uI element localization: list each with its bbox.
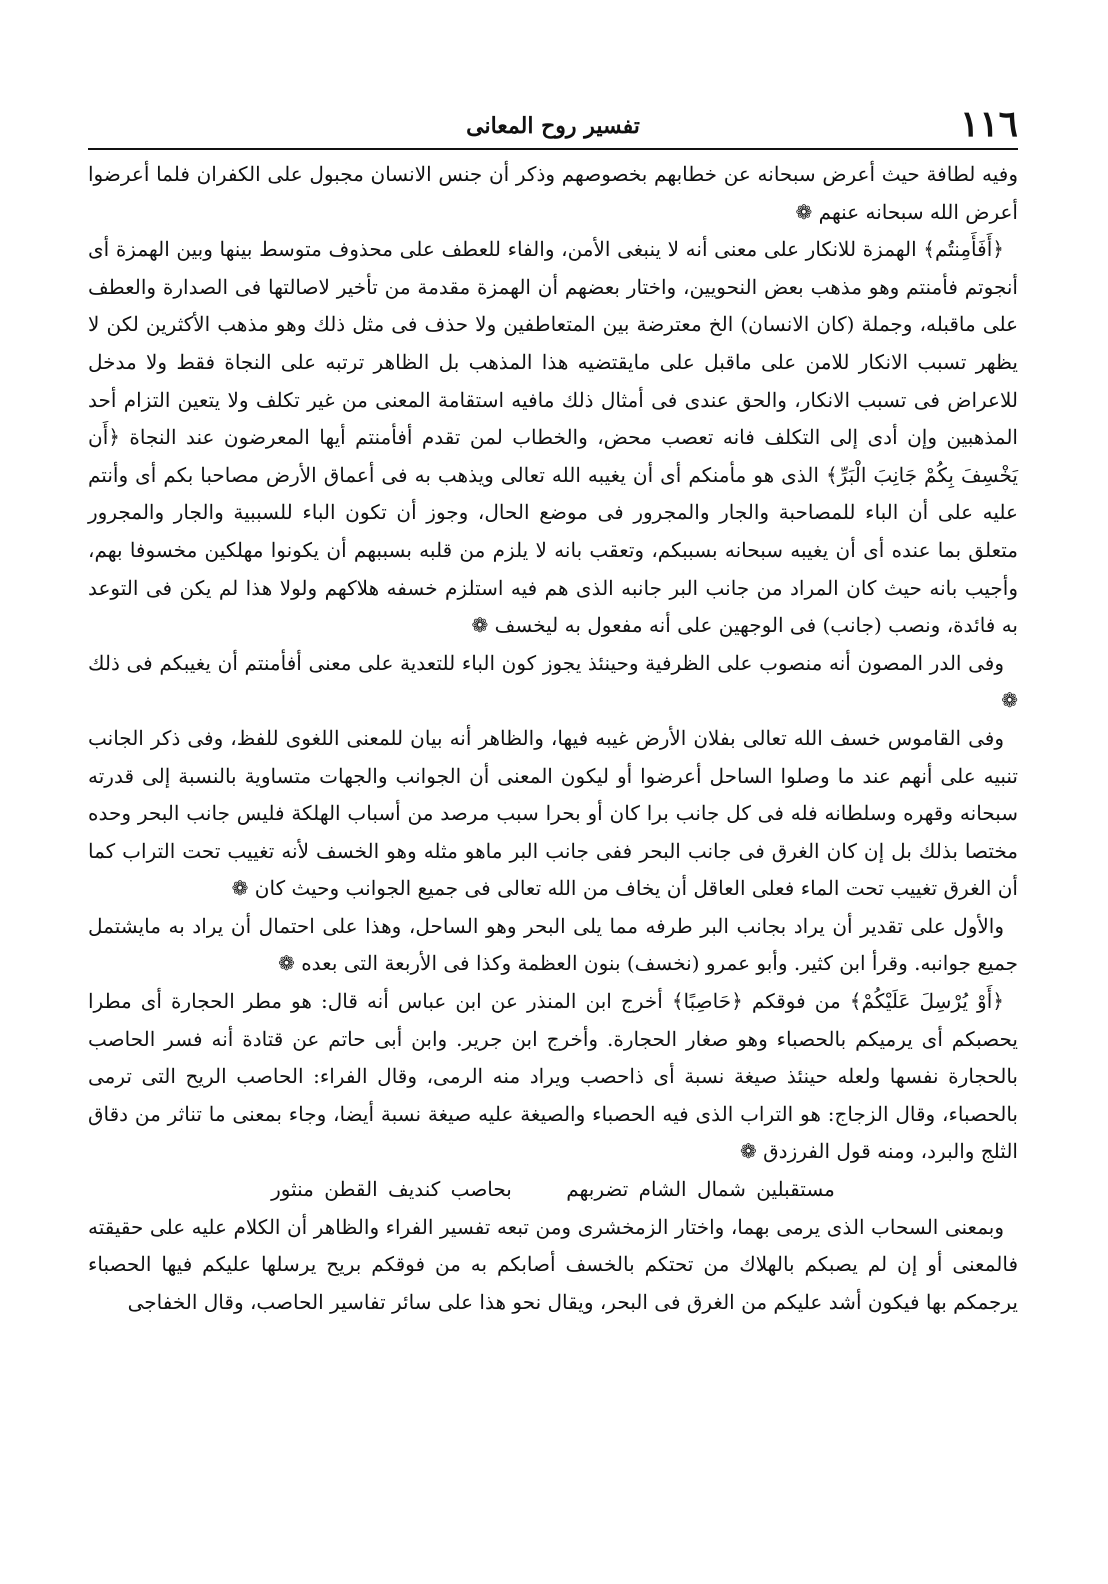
book-page	[88, 100, 1018, 1321]
body-text	[88, 156, 1018, 1321]
paragraph-5: والأول على تقدير أن يراد بجانب البر طرفه مما يلى البحر وهو الساحل، وهذا على احتمال أن يراد به مايشتمل جميع جوانبه. وقرأ ابن كثير. وأبو عمرو (نخسف) بنون العظمة وكذا فى الأربعة التى بعده ❁	[88, 913, 1018, 976]
paragraph-2: ﴿أَفَأَمِنتُم﴾ الهمزة للانكار على معنى أنه لا ينبغى الأمن، والفاء للعطف على محذوف متوسط بينها وبين الهمزة أى أنجوتم فأمنتم وهو مذهب بعض النحويين، واختار بعضهم أن الهمزة مقدمة من تأخير لاصالتها فى الصدارة والعطف على ماقبله، وجملة (كان الانسان) الخ معترضة بين المتعاطفين ولا حذف فى مثل ذلك وهو مذهب الأكثرين لكن لا يظهر تسبب الانكار للامن على ماقبل على مايقتضيه هذا المذهب بل الظاهر ترتبه على النجاة فقط ولا مدخل للاعراض فى تسبب الانكار، والحق عندى فى أمثال ذلك مافيه استقامة المعنى من غير تكلف ولا يتعين التزام أحد المذهبين وإن أدى إلى التكلف فانه تعصب محض، والخطاب لمن تقدم أفأمنتم أيها المعرضون عند النجاة ﴿أَن يَخْسِفَ بِكُمْ جَانِبَ الْبَرِّ﴾ الذى هو مأمنكم أى أن يغيبه الله تعالى ويذهب به فى أعماق الأرض مصاحبا بكم أى وأنتم عليه على أن الباء للمصاحبة والجار والمجرور فى موضع الحال، وجوز أن تكون الباء للسببية والجار والمجرور متعلق بما عنده أى أن يغيبه سبحانه بسببكم، وتعقب بانه لا يلزم من قلبه بسببهم أن يكونوا مهلكين مخسوفا بهم، وأجيب بانه حيث كان المراد من جانب البر جانبه الذى هم فيه استلزم خسفه هلاكهم ولولا هذا لم يكن فى التوعد به فائدة، ونصب (جانب) فى الوجهين على أنه مفعول به ليخسف ❁	[88, 237, 1018, 638]
paragraph-4: وفى القاموس خسف الله تعالى بفلان الأرض غيبه فيها، والظاهر أنه بيان للمعنى اللغوى للفظ، وفى ذكر الجانب تنبيه على أنهم عند ما وصلوا الساحل أعرضوا أو ليكون المعنى أن الجوانب والجهات متساوية بالنسبة إلى قدرته سبحانه وقهره وسلطانه فله فى كل جانب برا كان أو بحرا سبب مرصد من أسباب الهلكة فليس جانب البحر وحده مختصا بذلك بل إن كان الغرق فى جانب البحر ففى جانب البر ماهو مثله وهو الخسف لأنه تغييب تحت التراب كما أن الغرق تغييب تحت الماء فعلى العاقل أن يخاف من الله تعالى فى جميع الجوانب وحيث كان ❁	[88, 725, 1018, 901]
running-title: تفسير روح المعانى	[466, 113, 640, 139]
paragraph-1: وفيه لطافة حيث أعرض سبحانه عن خطابهم بخصوصهم وذكر أن جنس الانسان مجبول على الكفران فلما أعرضوا أعرض الله سبحانه عنهم ❁	[88, 162, 1018, 224]
paragraph-3: وفى الدر المصون أنه منصوب على الظرفية وحينئذ يجوز كون الباء للتعدية على معنى أفأمنتم أن يغيبكم فى ذلك ❁	[88, 650, 1018, 713]
page-header	[88, 100, 1018, 150]
verse-first-hemistich: مستقبلين شمال الشام تضربهم	[566, 1177, 835, 1202]
paragraph-6: ﴿أَوْ يُرْسِلَ عَلَيْكُمْ﴾ من فوقكم ﴿حَاصِبًا﴾ أخرج ابن المنذر عن ابن عباس أنه قال: هو مطر الحجارة أى مطرا يحصبكم أى يرميكم بالحصباء وهو صغار الحجارة. وأخرج ابن جرير. وابن أبى حاتم عن قتادة أنه فسر الحاصب بالحجارة نفسها ولعله حينئذ صيغة نسبة أى ذاحصب ويراد منه الرمى، وقال الفراء: الحاصب الريح التى ترمى بالحصباء، وقال الزجاج: هو التراب الذى فيه الحصباء والصيغة عليه صيغة نسبة أيضا، وجاء بمعنى ما تناثر من دقاق الثلج والبرد، ومنه قول الفرزدق ❁	[88, 989, 1018, 1164]
poetry-verse	[88, 1171, 1018, 1209]
page-number: ١١٦	[959, 103, 1018, 145]
paragraph-closing: وبمعنى السحاب الذى يرمى بهما، واختار الزمخشرى ومن تبعه تفسير الفراء والظاهر أن الكلام عليه على حقيقته فالمعنى أو إن لم يصبكم بالهلاك من تحتكم بالخسف أصابكم به من فوقكم بريح يرسلها عليكم فيها الحصباء يرجمكم بها فيكون أشد عليكم من الغرق فى البحر، ويقال نحو هذا على سائر تفاسير الحاصب، وقال الخفاجى	[88, 1214, 1018, 1314]
verse-second-hemistich: بحاصب كنديف القطن منثور	[271, 1177, 512, 1202]
